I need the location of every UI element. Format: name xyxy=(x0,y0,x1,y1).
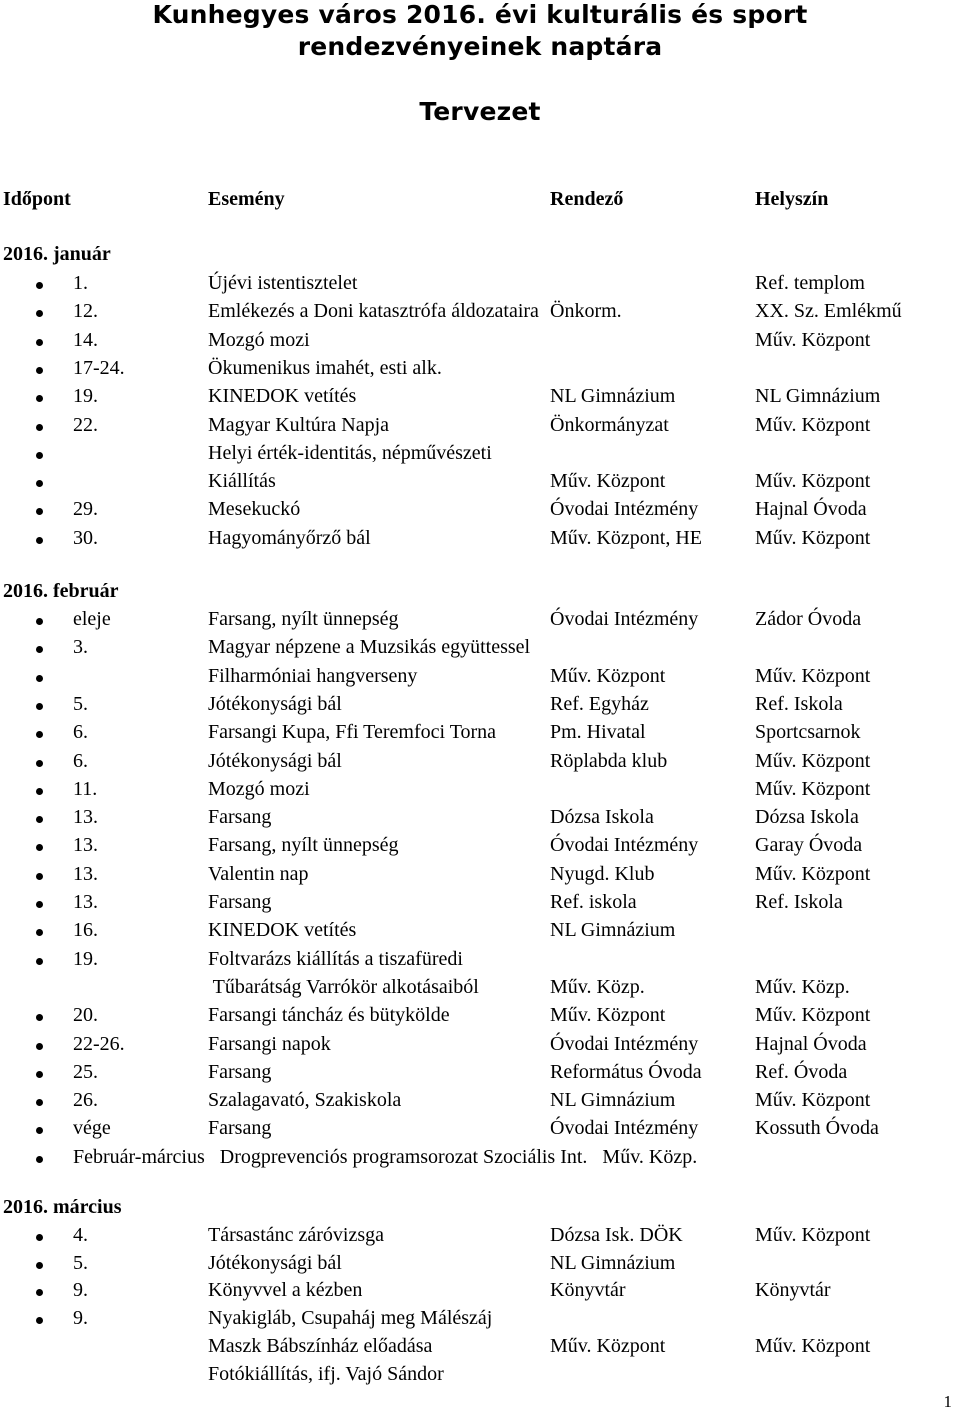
event-date: 11. xyxy=(73,777,98,800)
event-row xyxy=(0,778,960,806)
event-name: Nyakigláb, Csupaháj meg Málészáj xyxy=(208,1307,493,1330)
bullet-icon xyxy=(36,788,43,795)
bullet-icon xyxy=(36,646,43,653)
event-location: Garay Óvoda xyxy=(755,834,863,857)
bullet-icon xyxy=(36,1127,43,1134)
event-name: Farsang, nyílt ünnepség xyxy=(208,608,399,630)
event-location: Műv. Központ xyxy=(755,664,871,687)
bullet-icon xyxy=(36,480,43,487)
event-location: Dózsa Iskola xyxy=(755,806,859,829)
event-name: Farsang xyxy=(208,1117,272,1140)
bullet-icon xyxy=(36,929,43,936)
event-date: 5. xyxy=(73,692,88,715)
event-row xyxy=(0,608,960,636)
event-row xyxy=(0,414,960,442)
event-row xyxy=(0,385,960,413)
event-organizer: Műv. Központ xyxy=(550,470,666,493)
event-location: Műv. Központ xyxy=(755,862,871,885)
event-organizer: Műv. Központ xyxy=(550,664,666,687)
bullet-icon xyxy=(36,1317,43,1324)
bullet-icon xyxy=(36,508,43,515)
header-rendezo: Rendező xyxy=(550,188,624,210)
event-organizer: NL Gimnázium xyxy=(550,1251,676,1274)
event-organizer: Önkormányzat xyxy=(550,413,669,436)
event-date: 4. xyxy=(73,1224,88,1246)
event-row xyxy=(0,1363,960,1391)
event-organizer: Ref. Egyház xyxy=(550,692,649,715)
event-organizer: Óvodai Intézmény xyxy=(550,834,699,857)
event-date: 13. xyxy=(73,806,98,829)
event-name: Farsangi táncház és bütykölde xyxy=(208,1004,450,1027)
month-heading-january: 2016. január xyxy=(3,243,111,265)
event-date: 30. xyxy=(73,526,98,549)
event-location: Ref. Óvoda xyxy=(755,1060,848,1083)
event-location: Zádor Óvoda xyxy=(755,608,862,630)
bullet-icon xyxy=(36,760,43,767)
event-row xyxy=(0,357,960,385)
event-date: 26. xyxy=(73,1089,98,1112)
page-title-line1: Kunhegyes város 2016. évi kulturális és sport xyxy=(152,0,808,29)
event-name: Farsang, nyílt ünnepség xyxy=(208,834,399,857)
bullet-icon xyxy=(36,1071,43,1078)
bullet-icon xyxy=(36,731,43,738)
month-heading-february: 2016. február xyxy=(3,580,119,602)
event-name: Jótékonysági bál xyxy=(208,749,342,772)
event-date: 13. xyxy=(73,834,98,857)
bullet-icon xyxy=(36,1156,43,1163)
event-date: vége xyxy=(73,1117,111,1140)
event-organizer: Önkorm. xyxy=(550,300,622,323)
event-row xyxy=(0,976,960,1004)
event-name: Szalagavató, Szakiskola xyxy=(208,1089,402,1112)
bullet-icon xyxy=(36,395,43,402)
event-organizer: Műv. Központ xyxy=(550,1004,666,1027)
event-name: Helyi érték-identitás, népművészeti xyxy=(208,441,492,464)
event-name: Farsang xyxy=(208,891,272,913)
event-date: eleje xyxy=(73,608,111,630)
event-row xyxy=(0,863,960,891)
event-date: 1. xyxy=(73,272,88,294)
event-row xyxy=(0,806,960,834)
event-date: 6. xyxy=(73,749,88,772)
event-name: Maszk Bábszínház előadása xyxy=(208,1334,433,1357)
bullet-icon xyxy=(36,958,43,965)
event-location: XX. Sz. Emlékmű xyxy=(755,300,902,323)
event-organizer: Óvodai Intézmény xyxy=(550,1117,699,1140)
event-row xyxy=(0,1279,960,1307)
event-location: Műv. Központ xyxy=(755,1334,871,1357)
bullet-icon xyxy=(36,1262,43,1269)
event-date: 17-24. xyxy=(73,356,125,379)
event-name: Farsangi napok xyxy=(208,1032,331,1055)
event-name: Mozgó mozi xyxy=(208,328,310,351)
event-location: Hajnal Óvoda xyxy=(755,1032,867,1055)
event-row xyxy=(0,1307,960,1335)
event-date: 13. xyxy=(73,862,98,885)
event-date: 5. xyxy=(73,1251,88,1274)
event-row xyxy=(0,636,960,664)
event-location: NL Gimnázium xyxy=(755,385,881,408)
event-name: Hagyományőrző bál xyxy=(208,526,371,549)
page-number: 1 xyxy=(943,1392,952,1411)
event-organizer: NL Gimnázium xyxy=(550,385,676,408)
event-name: Újévi istentisztelet xyxy=(208,272,358,294)
event-row xyxy=(0,1033,960,1061)
event-location: Műv. Központ xyxy=(755,470,871,493)
event-date: 3. xyxy=(73,636,88,659)
event-name: Farsang xyxy=(208,806,272,829)
event-row xyxy=(0,919,960,947)
month-heading-march: 2016. március xyxy=(3,1196,122,1218)
event-row xyxy=(0,300,960,328)
event-location: Műv. Központ xyxy=(755,777,871,800)
event-name: Filharmóniai hangverseny xyxy=(208,664,418,687)
event-location: Műv. Közp. xyxy=(755,975,850,998)
event-date: 19. xyxy=(73,947,98,970)
event-row xyxy=(0,693,960,721)
event-organizer: Óvodai Intézmény xyxy=(550,498,699,521)
event-location: Műv. Központ xyxy=(755,413,871,436)
event-name: Társastánc záróvizsga xyxy=(208,1224,385,1246)
event-date: 9. xyxy=(73,1279,88,1302)
event-row xyxy=(0,272,960,300)
event-row xyxy=(0,665,960,693)
event-date: 22-26. xyxy=(73,1032,125,1055)
bullet-icon xyxy=(36,703,43,710)
bullet-icon xyxy=(36,675,43,682)
event-organizer: Pm. Hivatal xyxy=(550,721,646,744)
event-name: Ökumenikus imahét, esti alk. xyxy=(208,356,442,379)
event-location: Ref. Iskola xyxy=(755,692,843,715)
event-row xyxy=(0,527,960,555)
event-date: 29. xyxy=(73,498,98,521)
event-organizer: Óvodai Intézmény xyxy=(550,608,699,630)
bullet-icon xyxy=(36,1099,43,1106)
event-row xyxy=(0,721,960,749)
bullet-icon xyxy=(36,424,43,431)
bullet-icon xyxy=(36,452,43,459)
event-date: 14. xyxy=(73,328,98,351)
event-name: Tűbarátság Varrókör alkotásaiból xyxy=(208,975,479,998)
event-organizer: Röplabda klub xyxy=(550,749,668,772)
event-organizer: Műv. Közp. xyxy=(550,975,645,998)
event-row xyxy=(0,470,960,498)
event-organizer: Református Óvoda xyxy=(550,1060,702,1083)
event-row xyxy=(0,1146,960,1174)
header-idopont: Időpont xyxy=(3,188,71,210)
event-name: Foltvarázs kiállítás a tiszafüredi xyxy=(208,947,463,970)
event-location: Ref. Iskola xyxy=(755,891,843,913)
event-row xyxy=(0,1335,960,1363)
event-row xyxy=(0,891,960,919)
event-name: Farsang xyxy=(208,1060,272,1083)
bullet-icon xyxy=(36,310,43,317)
event-date: 6. xyxy=(73,721,88,744)
bullet-icon xyxy=(36,282,43,289)
event-organizer: Könyvtár xyxy=(550,1279,626,1302)
event-row xyxy=(0,834,960,862)
bullet-icon xyxy=(36,1014,43,1021)
event-date: 16. xyxy=(73,919,98,942)
event-location: Műv. Központ xyxy=(755,749,871,772)
bullet-icon xyxy=(36,618,43,625)
event-full-line: Február-március Drogprevenciós programsorozat Szociális Int. Műv. Közp. xyxy=(73,1145,698,1168)
event-location: Hajnal Óvoda xyxy=(755,498,867,521)
event-location: Műv. Központ xyxy=(755,1224,871,1246)
event-name: Fotókiállítás, ifj. Vajó Sándor xyxy=(208,1362,444,1385)
event-name: Jótékonysági bál xyxy=(208,692,342,715)
event-row xyxy=(0,1089,960,1117)
event-location: Műv. Központ xyxy=(755,526,871,549)
event-name: Valentin nap xyxy=(208,862,309,885)
event-location: Kossuth Óvoda xyxy=(755,1117,879,1140)
event-name: Emlékezés a Doni katasztrófa áldozataira xyxy=(208,300,539,323)
event-name: KINEDOK vetítés xyxy=(208,919,357,942)
event-name: Mozgó mozi xyxy=(208,777,310,800)
event-date: 19. xyxy=(73,385,98,408)
event-row xyxy=(0,948,960,976)
event-organizer: Dózsa Iskola xyxy=(550,806,654,829)
event-date: 13. xyxy=(73,891,98,913)
event-row xyxy=(0,1004,960,1032)
event-row xyxy=(0,1224,960,1252)
event-row xyxy=(0,442,960,470)
event-name: Jótékonysági bál xyxy=(208,1251,342,1274)
event-name: Magyar Kultúra Napja xyxy=(208,413,390,436)
bullet-icon xyxy=(36,1289,43,1296)
event-organizer: Műv. Központ xyxy=(550,1334,666,1357)
event-date: 9. xyxy=(73,1307,88,1330)
event-organizer: Nyugd. Klub xyxy=(550,862,655,885)
bullet-icon xyxy=(36,1043,43,1050)
event-name: Könyvvel a kézben xyxy=(208,1279,363,1302)
event-location: Műv. Központ xyxy=(755,1004,871,1027)
event-date: 12. xyxy=(73,300,98,323)
bullet-icon xyxy=(36,1234,43,1241)
event-location: Könyvtár xyxy=(755,1279,831,1302)
event-row xyxy=(0,1252,960,1280)
page-title-line2: rendezvényeinek naptára xyxy=(297,32,663,61)
event-location: Sportcsarnok xyxy=(755,721,861,744)
event-name: KINEDOK vetítés xyxy=(208,385,357,408)
event-date: 25. xyxy=(73,1060,98,1083)
bullet-icon xyxy=(36,537,43,544)
event-name: Kiállítás xyxy=(208,470,276,493)
event-row xyxy=(0,329,960,357)
event-organizer: Óvodai Intézmény xyxy=(550,1032,699,1055)
event-name: Farsangi Kupa, Ffi Teremfoci Torna xyxy=(208,721,497,744)
page-subtitle: Tervezet xyxy=(419,97,541,126)
bullet-icon xyxy=(36,367,43,374)
event-date: 22. xyxy=(73,413,98,436)
event-organizer: Ref. iskola xyxy=(550,891,637,913)
event-row xyxy=(0,1061,960,1089)
event-row xyxy=(0,750,960,778)
event-organizer: Műv. Központ, HE xyxy=(550,526,703,549)
event-organizer: Dózsa Isk. DÖK xyxy=(550,1224,683,1246)
bullet-icon xyxy=(36,901,43,908)
event-name: Mesekuckó xyxy=(208,498,301,521)
header-esemeny: Esemény xyxy=(208,188,285,210)
header-helyszin: Helyszín xyxy=(755,188,829,210)
event-organizer: NL Gimnázium xyxy=(550,919,676,942)
event-organizer: NL Gimnázium xyxy=(550,1089,676,1112)
bullet-icon xyxy=(36,816,43,823)
event-row xyxy=(0,498,960,526)
event-name: Magyar népzene a Muzsikás együttessel xyxy=(208,636,531,659)
bullet-icon xyxy=(36,339,43,346)
bullet-icon xyxy=(36,873,43,880)
event-date: 20. xyxy=(73,1004,98,1027)
event-location: Műv. Központ xyxy=(755,328,871,351)
event-row xyxy=(0,1117,960,1145)
event-location: Műv. Központ xyxy=(755,1089,871,1112)
event-location: Ref. templom xyxy=(755,272,865,294)
bullet-icon xyxy=(36,844,43,851)
